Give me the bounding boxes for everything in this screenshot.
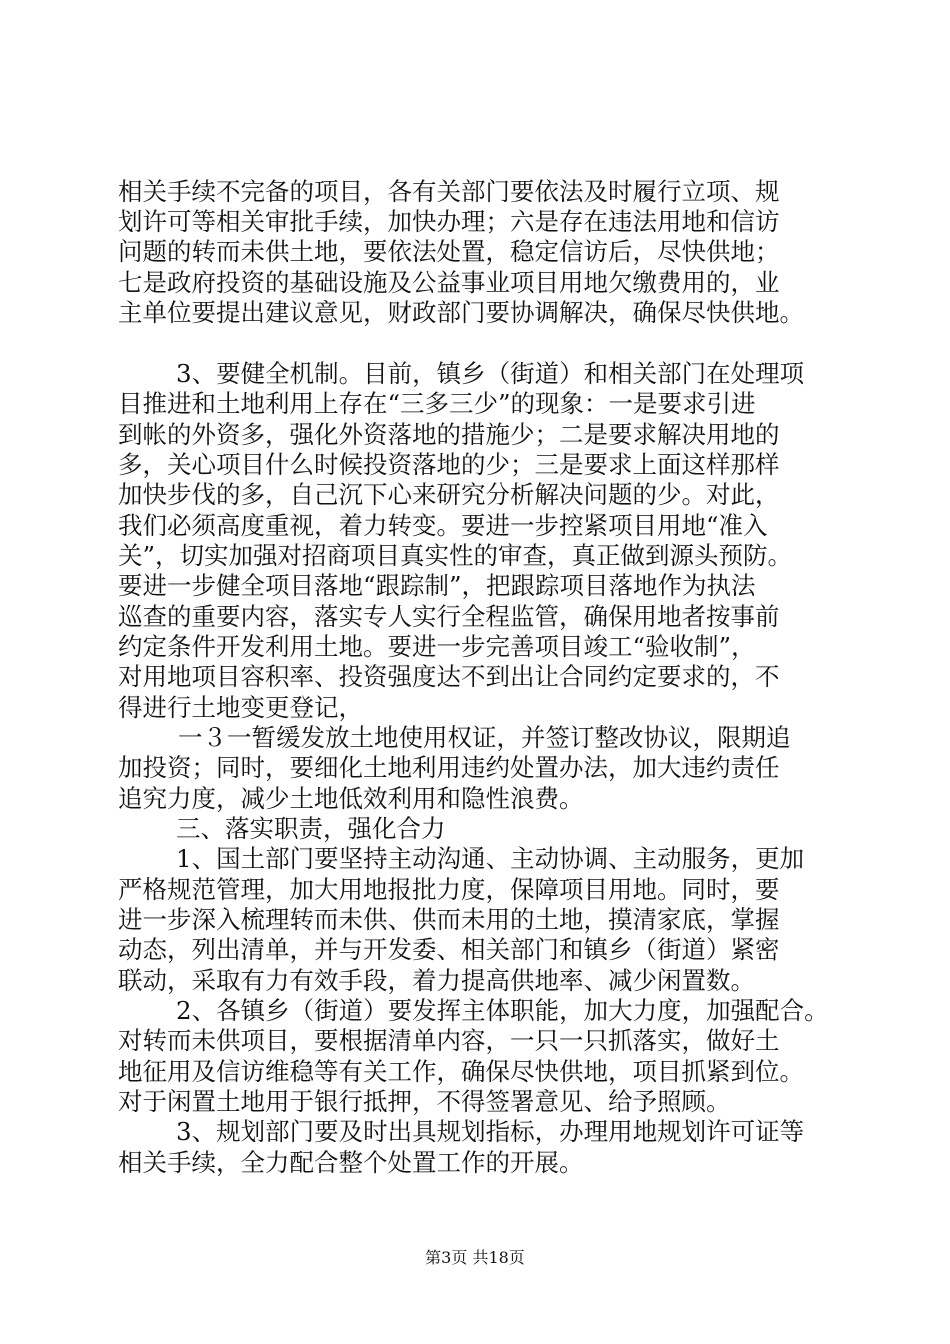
text-line: 相关手续，全力配合整个处置工作的开展。 — [118, 1148, 584, 1177]
text-line: 追究力度，减少土地低效利用和隐性浪费。 — [118, 784, 584, 813]
text-line: 目推进和土地利用上存在“三多三少”的现象：一是要求引进 — [118, 389, 756, 418]
text-line: 要进一步健全项目落地“跟踪制”，把跟踪项目落地作为执法 — [118, 571, 756, 600]
text-line: 一３一暂缓发放土地使用权证，并签订整改协议，限期追 — [178, 723, 791, 752]
text-line: 到帐的外资多，强化外资落地的措施少；二是要求解决用地的 — [118, 420, 780, 449]
text-line: 加投资；同时，要细化土地利用违约处置办法，加大违约责任 — [118, 753, 780, 782]
text-line: 1、国土部门要坚持主动沟通、主动协调、主动服务，更加 — [176, 844, 805, 873]
text-line: 对转而未供项目，要根据清单内容，一只一只抓落实，做好土 — [118, 1026, 780, 1055]
text-line: 对用地项目容积率、投资强度达不到出让合同约定要求的，不 — [118, 662, 780, 691]
text-line: 多，关心项目什么时候投资落地的少；三是要求上面这样那样 — [118, 450, 780, 479]
text-line: 问题的转而未供土地，要依法处置，稳定信访后，尽快供地； — [118, 237, 780, 266]
text-line: 相关手续不完备的项目，各有关部门要依法及时履行立项、规 — [118, 177, 780, 206]
text-line: 七是政府投资的基础设施及公益事业项目用地欠缴费用的，业 — [118, 268, 780, 297]
text-line: 3、要健全机制。目前，镇乡（街道）和相关部门在处理项 — [176, 359, 805, 388]
text-line: 动态，列出清单，并与开发委、相关部门和镇乡（街道）紧密 — [118, 935, 780, 964]
section-heading: 三、落实职责，强化合力 — [176, 814, 446, 843]
text-line: 约定条件开发利用土地。要进一步完善项目竣工“验收制”， — [118, 632, 756, 661]
text-line: 关”，切实加强对招商项目真实性的审查，真正做到源头预防。 — [118, 541, 793, 570]
text-line: 地征用及信访维稳等有关工作，确保尽快供地，项目抓紧到位。 — [118, 1057, 804, 1086]
text-line: 3、规划部门要及时出具规划指标，办理用地规划许可证等 — [176, 1117, 805, 1146]
text-line: 巡查的重要内容，落实专人实行全程监管，确保用地者按事前 — [118, 602, 780, 631]
text-line: 对于闲置土地用于银行抵押，不得签署意见、给予照顾。 — [118, 1087, 731, 1116]
text-line: 严格规范管理，加大用地报批力度，保障项目用地。同时，要 — [118, 875, 780, 904]
text-line: 2、各镇乡（街道）要发挥主体职能，加大力度，加强配合。 — [176, 996, 829, 1025]
text-line: 联动，采取有力有效手段，着力提高供地率、减少闲置数。 — [118, 966, 755, 995]
text-line: 得进行土地变更登记， — [118, 693, 363, 722]
text-line: 加快步伐的多，自己沉下心来研究分析解决问题的少。对此， — [118, 480, 780, 509]
text-line: 主单位要提出建议意见，财政部门要协调解决，确保尽快供地。 — [118, 298, 804, 327]
text-line: 划许可等相关审批手续，加快办理；六是存在违法用地和信访 — [118, 207, 780, 236]
text-line: 进一步深入梳理转而未供、供而未用的土地，摸清家底，掌握 — [118, 905, 780, 934]
page-footer: 第3页 共18页 — [425, 1248, 525, 1267]
text-line: 我们必须高度重视，着力转变。要进一步控紧项目用地“准入 — [118, 511, 768, 540]
